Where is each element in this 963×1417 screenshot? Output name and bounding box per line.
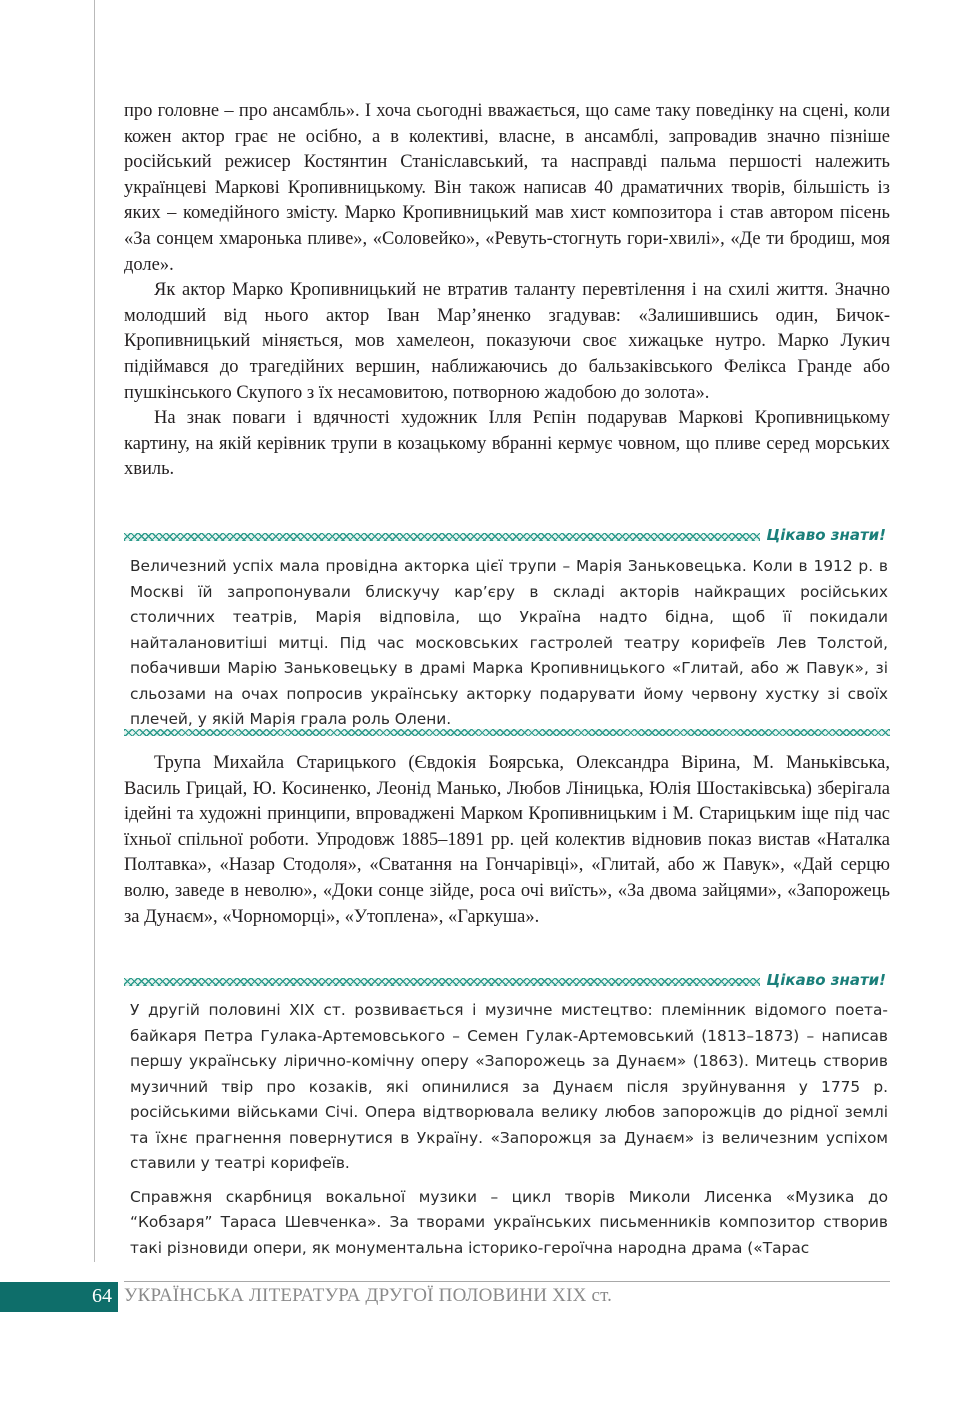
paragraph-repin: На знак поваги і вдячності художник Ілля Рєпін подарував Маркові Кропивницькому картину, на якій керівник трупи в козацькому вбранні кермує човном, що пливе серед морських хвиль.	[124, 408, 890, 480]
note-body-1	[130, 554, 888, 733]
note-body-2	[130, 998, 888, 1261]
paragraph-ansamble: про головне – про ансамбль». І хоча сьогодні вважається, що саме таку поведінку на сцені, коли кожен актор грає не осібно, а в колективі, власне, в ансамблі, запровадив значно пізніше російський режисер Костянтин Станіславський, та насправді пальма першості належить українцеві Маркові Кропивницькому. Він також написав 40 драматичних творів, більшість із яких – комедійного змісту. Марко Кропивницький мав хист композитора і став автором пісень «За сонцем хмаронька пливе», «Соловейко», «Ревуть-стогнуть гори-хвилі», «Де ти бродиш, моя доле».	[124, 101, 890, 275]
page-number-tab	[0, 1282, 118, 1312]
main-text-section-1	[124, 99, 890, 483]
note-paragraph-lysenko: Справжня скарбниця вокальної музики – цикл творів Миколи Лисенка «Музика до “Кобзаря” Тараса Шевченка». За творами українських письменників композитор створив такі різновиди опери, як монументальна історико-героїчна народна драма («Тарас	[130, 1187, 888, 1257]
page-number: 64	[92, 1285, 112, 1307]
page-margin-line	[94, 0, 95, 1262]
note-label: Цікаво знати!	[766, 971, 886, 989]
note-paragraph-opera: У другій половині ХІХ ст. розвивається і музичне мистецтво: племінник відомого поета-байкаря Петра Гулака-Артемовського – Семен Гулак-Артемовський (1813–1873) – написав першу українську лірично-комічну оперу «Запорожець за Дунаєм» (1863). Митець створив музичний твір про козаків, які опинилися за Дунаєм після зруйнування у 1775 р. російськими військами Січі. Опера відтворювала велику любов запорожців до рідної землі та їхнє прагнення повернутися в Україну. «Запорожця за Дунаєм» із величезним успіхом ставили у театрі корифеїв.	[130, 1001, 888, 1172]
note-paragraph-zankovetska: Величезний успіх мала провідна акторка цієї трупи – Марія Заньковецька. Коли в 1912 р. в Москві їй запропонували блискучу кар’єру в складі акторів найкращих російських столичних театрів, Марія відповіла, що Україна надто бідна, щоб її покидали найталановитіші митці. Під час московських гастролей театру корифеїв Лев Толстой, побачивши Марію Заньковецьку в драмі Марка Кропивницького «Глитай, або ж Павук», зі сльозами на очах попросив українську акторку подарувати йому червону хустку зі своїх плечей, у якій Марія грала роль Олени.	[130, 557, 888, 728]
running-footer-title: УКРАЇНСЬКА ЛІТЕРАТУРА ДРУГОЇ ПОЛОВИНИ ХІХ ст.	[124, 1285, 613, 1306]
ornament-band	[124, 978, 760, 986]
note-footer-ornament-1	[124, 729, 890, 736]
paragraph-starytsky-troupe: Трупа Михайла Старицького (Євдокія Боярська, Олександра Вірина, М. Маньківська, Василь Грицай, Ю. Косиненко, Леонід Манько, Любов Ліницька, Юлія Шостаківська) зберігала ідейні та художні принципи, впроваджені Марком Кропивницьким і М. Старицьким іще під час їхньої спільної роботи. Упродовж 1885–1891 рр. цей колектив відновив показ вистав «Наталка Полтавка», «Назар Стодоля», «Сватання на Гончарівці», «Глитай, або ж Павук», «Дай серцю волю, заведе в неволю», «Доки сонце зійде, роса очі виїсть», «За двома зайцями», «Запорожець за Дунаєм», «Чорноморці», «Утоплена», «Гаркуша».	[124, 753, 890, 927]
main-text-section-2	[124, 751, 890, 930]
note-header-2	[124, 973, 890, 991]
note-label: Цікаво знати!	[766, 526, 886, 544]
ornament-band	[124, 533, 760, 541]
paragraph-actor: Як актор Марко Кропивницький не втратив таланту перевтілення і на схилі життя. Значно молодший від нього актор Іван Мар’яненко згадував: «Залишившись один, Бичок-Кропивницький міняється, мов хамелеон, показуючи своє хижацьке нутро. Марко Лукич підіймався до трагедійних вершин, наближаючись до бальзаківського Фелікса Гранде або пушкінського Скупого з їх несамовитою, потворною жадобою до золота».	[124, 280, 890, 403]
footer-rule	[124, 1281, 890, 1282]
note-header-1	[124, 528, 890, 546]
